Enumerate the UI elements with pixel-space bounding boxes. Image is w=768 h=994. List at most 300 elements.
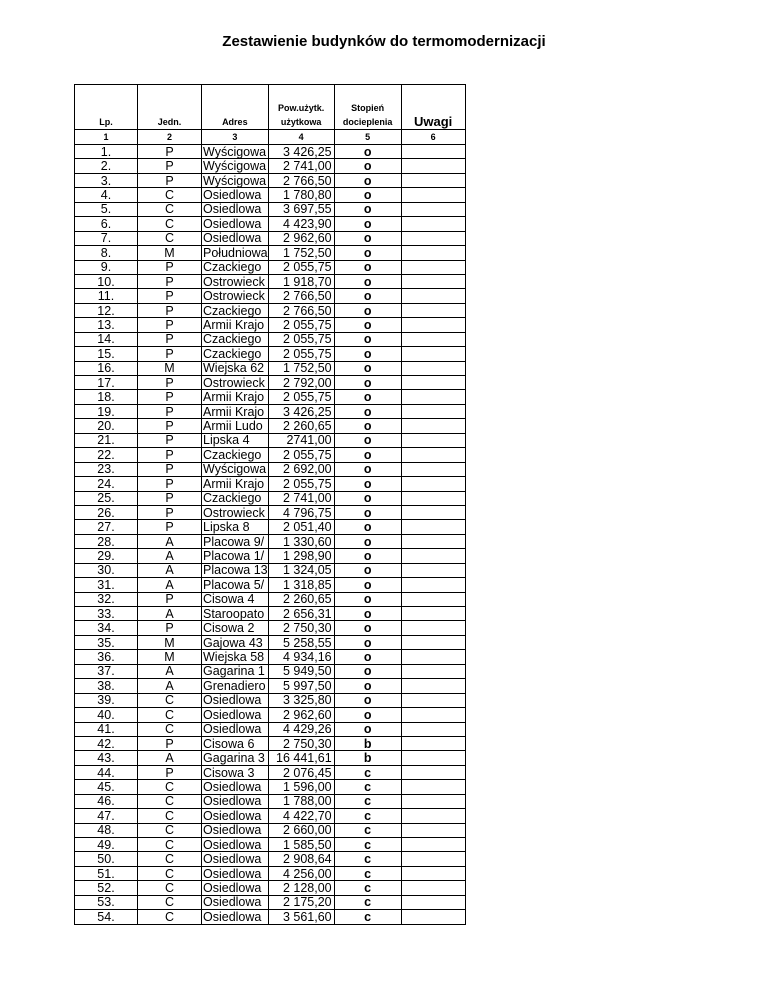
- cell-adres: Osiedlowa: [202, 188, 269, 202]
- cell-adres: Staroopato: [202, 607, 269, 621]
- cell-lp: 34.: [75, 621, 138, 635]
- cell-stopien: o: [334, 347, 401, 361]
- cell-adres: Cisowa 6: [202, 736, 269, 750]
- cell-powierzchnia: 3 426,25: [268, 404, 334, 418]
- cell-lp: 13.: [75, 318, 138, 332]
- cell-stopien: o: [334, 361, 401, 375]
- cell-jedn: A: [138, 607, 202, 621]
- cell-uwagi: [401, 274, 465, 288]
- cell-lp: 12.: [75, 303, 138, 317]
- cell-adres: Czackiego: [202, 491, 269, 505]
- column-number: 3: [202, 130, 269, 145]
- cell-uwagi: [401, 838, 465, 852]
- cell-uwagi: [401, 794, 465, 808]
- cell-lp: 16.: [75, 361, 138, 375]
- cell-lp: 30.: [75, 563, 138, 577]
- cell-powierzchnia: 1 780,80: [268, 188, 334, 202]
- cell-uwagi: [401, 780, 465, 794]
- cell-jedn: P: [138, 520, 202, 534]
- table-row: [75, 534, 466, 548]
- cell-uwagi: [401, 534, 465, 548]
- cell-stopien: o: [334, 274, 401, 288]
- cell-adres: Cisowa 4: [202, 592, 269, 606]
- cell-uwagi: [401, 549, 465, 563]
- header-adres: Adres: [202, 85, 269, 130]
- cell-uwagi: [401, 607, 465, 621]
- table-row: [75, 188, 466, 202]
- cell-stopien: o: [334, 145, 401, 159]
- cell-jedn: C: [138, 852, 202, 866]
- cell-jedn: P: [138, 448, 202, 462]
- cell-uwagi: [401, 722, 465, 736]
- cell-uwagi: [401, 188, 465, 202]
- cell-uwagi: [401, 563, 465, 577]
- cell-powierzchnia: 3 325,80: [268, 693, 334, 707]
- cell-powierzchnia: 4 422,70: [268, 809, 334, 823]
- cell-jedn: C: [138, 881, 202, 895]
- cell-jedn: C: [138, 838, 202, 852]
- cell-adres: Placowa 9/: [202, 534, 269, 548]
- cell-powierzchnia: 5 949,50: [268, 664, 334, 678]
- cell-uwagi: [401, 751, 465, 765]
- cell-powierzchnia: 2 055,75: [268, 347, 334, 361]
- cell-uwagi: [401, 852, 465, 866]
- cell-jedn: P: [138, 159, 202, 173]
- cell-adres: Osiedlowa: [202, 693, 269, 707]
- cell-uwagi: [401, 289, 465, 303]
- cell-jedn: M: [138, 246, 202, 260]
- cell-powierzchnia: 2 055,75: [268, 448, 334, 462]
- cell-adres: Osiedlowa: [202, 794, 269, 808]
- cell-adres: Cisowa 3: [202, 765, 269, 779]
- cell-adres: Wyścigowa: [202, 159, 269, 173]
- cell-adres: Ostrowieck: [202, 274, 269, 288]
- cell-lp: 8.: [75, 246, 138, 260]
- cell-adres: Gajowa 43: [202, 635, 269, 649]
- cell-adres: Ostrowieck: [202, 289, 269, 303]
- cell-uwagi: [401, 448, 465, 462]
- cell-powierzchnia: 2 766,50: [268, 303, 334, 317]
- cell-jedn: C: [138, 693, 202, 707]
- cell-stopien: o: [334, 159, 401, 173]
- cell-uwagi: [401, 390, 465, 404]
- cell-stopien: c: [334, 809, 401, 823]
- cell-lp: 27.: [75, 520, 138, 534]
- cell-lp: 2.: [75, 159, 138, 173]
- table-row: [75, 780, 466, 794]
- table-row: [75, 145, 466, 159]
- cell-lp: 35.: [75, 635, 138, 649]
- cell-uwagi: [401, 679, 465, 693]
- header-pow: [268, 85, 334, 130]
- cell-adres: Osiedlowa: [202, 838, 269, 852]
- cell-powierzchnia: 2 051,40: [268, 520, 334, 534]
- table-row: [75, 679, 466, 693]
- cell-adres: Czackiego: [202, 347, 269, 361]
- cell-stopien: o: [334, 419, 401, 433]
- cell-uwagi: [401, 621, 465, 635]
- cell-adres: Południowa: [203, 245, 268, 260]
- cell-jedn: C: [138, 202, 202, 216]
- cell-jedn: P: [138, 347, 202, 361]
- cell-lp: 41.: [75, 722, 138, 736]
- table-row: [75, 419, 466, 433]
- cell-stopien: b: [334, 751, 401, 765]
- cell-adres: Czackiego: [202, 303, 269, 317]
- cell-powierzchnia: 4 256,00: [268, 866, 334, 880]
- cell-stopien: c: [334, 765, 401, 779]
- cell-lp: 21.: [75, 433, 138, 447]
- cell-powierzchnia: 2 260,65: [268, 419, 334, 433]
- table-row: [75, 462, 466, 476]
- cell-jedn: P: [138, 765, 202, 779]
- header-stopien-line2: docieplenia: [342, 117, 393, 127]
- cell-stopien: o: [334, 448, 401, 462]
- cell-stopien: o: [334, 217, 401, 231]
- cell-adres: Wyścigowa: [202, 145, 269, 159]
- table-row: [75, 607, 466, 621]
- cell-uwagi: [401, 491, 465, 505]
- table-row: [75, 318, 466, 332]
- cell-lp: 36.: [75, 650, 138, 664]
- cell-stopien: o: [334, 563, 401, 577]
- cell-lp: 3.: [75, 173, 138, 187]
- cell-adres: Placowa 13: [203, 563, 268, 578]
- cell-stopien: o: [334, 534, 401, 548]
- cell-adres: Czackiego: [202, 260, 269, 274]
- cell-lp: 1.: [75, 145, 138, 159]
- cell-stopien: o: [334, 578, 401, 592]
- cell-jedn: C: [138, 217, 202, 231]
- cell-jedn: C: [138, 231, 202, 245]
- cell-stopien: o: [334, 520, 401, 534]
- cell-jedn: C: [138, 910, 202, 924]
- cell-adres: Osiedlowa: [202, 866, 269, 880]
- cell-powierzchnia: 2 962,60: [268, 708, 334, 722]
- table-row: [75, 866, 466, 880]
- buildings-table: [74, 84, 466, 925]
- cell-stopien: o: [334, 621, 401, 635]
- table-row: [75, 491, 466, 505]
- cell-lp: 23.: [75, 462, 138, 476]
- cell-uwagi: [401, 173, 465, 187]
- cell-jedn: P: [138, 376, 202, 390]
- header-pow-line2: użytkowa: [280, 117, 322, 127]
- cell-lp: 32.: [75, 592, 138, 606]
- cell-lp: 48.: [75, 823, 138, 837]
- cell-uwagi: [401, 505, 465, 519]
- header-jedn: Jedn.: [138, 85, 202, 130]
- cell-lp: 37.: [75, 664, 138, 678]
- table-row: [75, 809, 466, 823]
- cell-jedn: A: [138, 679, 202, 693]
- cell-stopien: o: [334, 390, 401, 404]
- cell-uwagi: [401, 231, 465, 245]
- cell-jedn: P: [138, 592, 202, 606]
- cell-powierzchnia: 2 055,75: [268, 318, 334, 332]
- cell-lp: 6.: [75, 217, 138, 231]
- cell-jedn: P: [138, 303, 202, 317]
- table-row: [75, 895, 466, 909]
- table-row: [75, 751, 466, 765]
- cell-powierzchnia: 16 441,61: [268, 751, 334, 765]
- cell-uwagi: [401, 765, 465, 779]
- cell-stopien: o: [334, 332, 401, 346]
- cell-adres: Lipska 8: [202, 520, 269, 534]
- cell-adres: Osiedlowa: [202, 895, 269, 909]
- cell-lp: 20.: [75, 419, 138, 433]
- cell-adres: Ostrowieck: [202, 505, 269, 519]
- header-stopien: [334, 85, 401, 130]
- cell-uwagi: [401, 578, 465, 592]
- cell-jedn: C: [138, 809, 202, 823]
- cell-jedn: P: [138, 736, 202, 750]
- table-row: [75, 246, 466, 260]
- cell-stopien: o: [334, 303, 401, 317]
- cell-powierzchnia: 2 741,00: [268, 159, 334, 173]
- cell-powierzchnia: 3 561,60: [268, 910, 334, 924]
- cell-uwagi: [401, 635, 465, 649]
- cell-lp: 24.: [75, 477, 138, 491]
- cell-uwagi: [401, 866, 465, 880]
- cell-uwagi: [401, 202, 465, 216]
- cell-adres: Gagarina 1: [202, 664, 269, 678]
- cell-lp: 29.: [75, 549, 138, 563]
- cell-stopien: c: [334, 823, 401, 837]
- cell-powierzchnia: 2 766,50: [268, 173, 334, 187]
- cell-jedn: P: [138, 173, 202, 187]
- cell-lp: 40.: [75, 708, 138, 722]
- cell-adres: Wyścigowa: [202, 173, 269, 187]
- column-number: 1: [75, 130, 138, 145]
- cell-adres: Ostrowieck: [202, 376, 269, 390]
- cell-powierzchnia: 1 918,70: [268, 274, 334, 288]
- cell-uwagi: [401, 361, 465, 375]
- cell-powierzchnia: 5 997,50: [268, 679, 334, 693]
- cell-adres: Osiedlowa: [202, 202, 269, 216]
- cell-jedn: P: [138, 462, 202, 476]
- cell-jedn: C: [138, 722, 202, 736]
- cell-jedn: C: [138, 794, 202, 808]
- cell-lp: 10.: [75, 274, 138, 288]
- column-number: 6: [401, 130, 465, 145]
- table-row: [75, 838, 466, 852]
- cell-stopien: o: [334, 376, 401, 390]
- cell-powierzchnia: 3 426,25: [268, 145, 334, 159]
- cell-jedn: A: [138, 751, 202, 765]
- cell-jedn: C: [138, 708, 202, 722]
- cell-powierzchnia: 2 055,75: [268, 332, 334, 346]
- cell-jedn: P: [138, 404, 202, 418]
- cell-stopien: o: [334, 173, 401, 187]
- cell-jedn: C: [138, 188, 202, 202]
- cell-adres: Osiedlowa: [202, 231, 269, 245]
- cell-lp: 39.: [75, 693, 138, 707]
- cell-uwagi: [401, 159, 465, 173]
- cell-jedn: C: [138, 823, 202, 837]
- cell-lp: 26.: [75, 505, 138, 519]
- cell-lp: 38.: [75, 679, 138, 693]
- cell-uwagi: [401, 477, 465, 491]
- cell-uwagi: [401, 347, 465, 361]
- cell-powierzchnia: 4 423,90: [268, 217, 334, 231]
- cell-adres: Placowa 5/: [202, 578, 269, 592]
- cell-uwagi: [401, 664, 465, 678]
- cell-powierzchnia: 2 792,00: [268, 376, 334, 390]
- table-row: [75, 376, 466, 390]
- cell-jedn: C: [138, 866, 202, 880]
- cell-adres: Czackiego: [202, 332, 269, 346]
- cell-powierzchnia: 1 318,85: [268, 578, 334, 592]
- cell-powierzchnia: 5 258,55: [268, 635, 334, 649]
- cell-powierzchnia: 2 750,30: [268, 621, 334, 635]
- column-number: 2: [138, 130, 202, 145]
- cell-jedn: A: [138, 563, 202, 577]
- cell-lp: 44.: [75, 765, 138, 779]
- cell-stopien: o: [334, 635, 401, 649]
- cell-adres: Gagarina 3: [202, 751, 269, 765]
- cell-jedn: P: [138, 332, 202, 346]
- cell-stopien: o: [334, 289, 401, 303]
- page-title: Zestawienie budynków do termomodernizacji: [222, 33, 546, 50]
- cell-stopien: o: [334, 693, 401, 707]
- cell-lp: 19.: [75, 404, 138, 418]
- table-row: [75, 361, 466, 375]
- cell-adres: Armii Krajo: [202, 390, 269, 404]
- cell-jedn: M: [138, 635, 202, 649]
- cell-jedn: P: [138, 505, 202, 519]
- cell-stopien: o: [334, 650, 401, 664]
- cell-uwagi: [401, 145, 465, 159]
- cell-lp: 47.: [75, 809, 138, 823]
- table-row: [75, 332, 466, 346]
- cell-stopien: b: [334, 736, 401, 750]
- cell-lp: 46.: [75, 794, 138, 808]
- cell-powierzchnia: 1 752,50: [268, 246, 334, 260]
- cell-adres: Placowa 1/: [202, 549, 269, 563]
- cell-adres: Osiedlowa: [202, 780, 269, 794]
- cell-adres: Osiedlowa: [202, 809, 269, 823]
- cell-adres: Armii Ludo: [202, 419, 269, 433]
- cell-uwagi: [401, 433, 465, 447]
- cell-stopien: o: [334, 260, 401, 274]
- table-row: [75, 592, 466, 606]
- cell-jedn: P: [138, 477, 202, 491]
- cell-jedn: P: [138, 390, 202, 404]
- cell-uwagi: [401, 332, 465, 346]
- cell-powierzchnia: 2 128,00: [268, 881, 334, 895]
- cell-stopien: c: [334, 780, 401, 794]
- table-row: [75, 910, 466, 924]
- cell-stopien: c: [334, 852, 401, 866]
- cell-uwagi: [401, 318, 465, 332]
- cell-stopien: o: [334, 246, 401, 260]
- cell-lp: 15.: [75, 347, 138, 361]
- cell-stopien: o: [334, 592, 401, 606]
- cell-jedn: P: [138, 274, 202, 288]
- cell-lp: 53.: [75, 895, 138, 909]
- cell-uwagi: [401, 650, 465, 664]
- cell-powierzchnia: 2 076,45: [268, 765, 334, 779]
- cell-jedn: A: [138, 534, 202, 548]
- cell-lp: 50.: [75, 852, 138, 866]
- cell-uwagi: [401, 303, 465, 317]
- cell-powierzchnia: 2 055,75: [268, 260, 334, 274]
- cell-lp: 4.: [75, 188, 138, 202]
- cell-stopien: c: [334, 895, 401, 909]
- table-row: [75, 563, 466, 577]
- table-row: [75, 390, 466, 404]
- cell-adres: Osiedlowa: [202, 708, 269, 722]
- table-row: [75, 448, 466, 462]
- cell-lp: 25.: [75, 491, 138, 505]
- cell-powierzchnia: 1 585,50: [268, 838, 334, 852]
- table-row: [75, 404, 466, 418]
- table-row: [75, 852, 466, 866]
- cell-uwagi: [401, 708, 465, 722]
- cell-powierzchnia: 1 324,05: [268, 563, 334, 577]
- table-row: [75, 881, 466, 895]
- cell-lp: 54.: [75, 910, 138, 924]
- cell-jedn: P: [138, 433, 202, 447]
- cell-uwagi: [401, 246, 465, 260]
- column-number: 5: [334, 130, 401, 145]
- cell-powierzchnia: 2 260,65: [268, 592, 334, 606]
- cell-lp: 14.: [75, 332, 138, 346]
- cell-jedn: C: [138, 895, 202, 909]
- cell-powierzchnia: 2 908,64: [268, 852, 334, 866]
- column-number: 4: [268, 130, 334, 145]
- cell-powierzchnia: 2 055,75: [268, 477, 334, 491]
- cell-uwagi: [401, 736, 465, 750]
- cell-powierzchnia: 3 697,55: [268, 202, 334, 216]
- table-row: [75, 722, 466, 736]
- table-row: [75, 621, 466, 635]
- cell-jedn: P: [138, 621, 202, 635]
- table-row: [75, 202, 466, 216]
- cell-adres: Cisowa 2: [202, 621, 269, 635]
- cell-jedn: P: [138, 491, 202, 505]
- cell-stopien: o: [334, 491, 401, 505]
- cell-lp: 28.: [75, 534, 138, 548]
- header-lp: Lp.: [75, 85, 138, 130]
- cell-powierzchnia: 4 429,26: [268, 722, 334, 736]
- cell-lp: 17.: [75, 376, 138, 390]
- cell-jedn: M: [138, 650, 202, 664]
- table-row: [75, 578, 466, 592]
- header-row: [75, 85, 466, 130]
- cell-adres: Osiedlowa: [202, 823, 269, 837]
- table-row: [75, 650, 466, 664]
- header-pow-line1: Pow.użytk.: [278, 103, 325, 113]
- cell-stopien: o: [334, 231, 401, 245]
- table-row: [75, 173, 466, 187]
- cell-adres: Osiedlowa: [202, 852, 269, 866]
- cell-stopien: c: [334, 866, 401, 880]
- cell-adres: Armii Krajo: [202, 404, 269, 418]
- cell-powierzchnia: 2 741,00: [268, 491, 334, 505]
- cell-stopien: o: [334, 462, 401, 476]
- cell-uwagi: [401, 419, 465, 433]
- header-uwagi: Uwagi: [401, 85, 465, 130]
- cell-uwagi: [401, 823, 465, 837]
- cell-powierzchnia: 2 660,00: [268, 823, 334, 837]
- cell-jedn: P: [138, 318, 202, 332]
- cell-powierzchnia: 4 796,75: [268, 505, 334, 519]
- table-row: [75, 303, 466, 317]
- cell-stopien: o: [334, 607, 401, 621]
- cell-lp: 51.: [75, 866, 138, 880]
